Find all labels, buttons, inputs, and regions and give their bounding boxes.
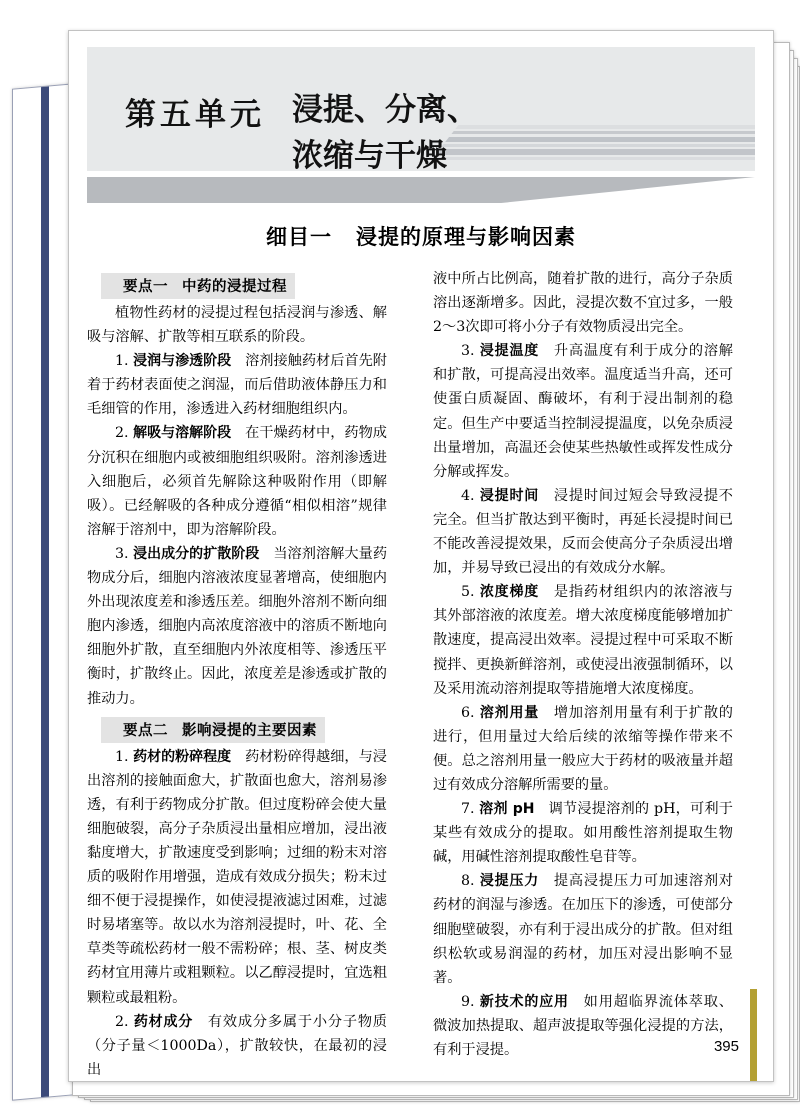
point-two-label: 要点二: [123, 722, 168, 739]
factor-8-text: 提高浸提压力可加速溶剂对药材的润湿与渗透。在加压下的渗透，可使部分细胞壁破裂，亦有利于浸出成分的扩散。但对组织松软或易润湿的药材，加压对浸出影响不显著。: [433, 873, 733, 986]
factor-4-title: 浸提时间: [479, 487, 540, 504]
factor-2-title: 药材成分: [133, 1013, 194, 1030]
factor-2-number: 2.: [115, 1013, 129, 1030]
paragraph-factor-2: [87, 1010, 387, 1082]
factor-9-number: 9.: [461, 993, 475, 1010]
point-two-title: 影响浸提的主要因素: [182, 722, 317, 739]
paragraph-factor-5: [433, 580, 733, 700]
item-2-number: 2.: [115, 425, 129, 442]
factor-6-text: 增加溶剂用量有利于扩散的进行，但用量过大给后续的浓缩等操作带来不便。总之溶剂用量一般应大于药材的吸液量并超过有效成分溶解所需要的量。: [433, 704, 733, 793]
section-title-text: 浸提的原理与影响因素: [356, 224, 576, 249]
factor-5-title: 浓度梯度: [479, 584, 540, 601]
section-label: 细目一: [266, 224, 332, 249]
section-heading: [69, 221, 773, 251]
unit-title-line-2: 浓缩与干燥: [292, 138, 447, 171]
paragraph-item-1: [87, 349, 387, 421]
book-spine-strip: [41, 86, 49, 1097]
book-page: [68, 30, 774, 1082]
page-stack-left-edge: [12, 83, 74, 1100]
item-1-title: 浸润与渗透阶段: [133, 353, 232, 370]
paragraph-item-2: [87, 421, 387, 541]
item-1-number: 1.: [115, 353, 129, 370]
paragraph-factor-9: [433, 990, 733, 1062]
item-1-text: 溶剂接触药材后首先附着于药材表面使之润湿，而后借助液体静压力和毛细管的作用，渗透进入药材细胞组织内。: [87, 353, 387, 418]
item-2-title: 解吸与溶解阶段: [133, 425, 232, 442]
page-number: 395: [713, 1038, 739, 1055]
unit-banner: [87, 47, 755, 171]
factor-3-title: 浸提温度: [479, 343, 540, 360]
unit-title-line-1: 浸提、分离、: [292, 92, 478, 128]
point-one-heading: [101, 273, 295, 299]
paragraph-factor-6: [433, 701, 733, 797]
point-one-title: 中药的浸提过程: [182, 279, 287, 295]
body-columns: [87, 267, 755, 1082]
factor-1-text: 药材粉碎得越细，与浸出溶剂的接触面愈大，扩散面也愈大，溶剂易渗透，有利于药物成分扩散。但过度粉碎会使大量细胞破裂，高分子杂质浸出量相应增加，浸出液黏度增大，扩散速度受到影响；过细的粉末对溶质的吸附作用增强，造成有效成分损失；粉末过细不便于浸提操作，如使浸提液滤过困难，过滤时易堵塞等。故以水为溶剂浸提时，叶、花、全草类等疏松药材一般不需粉碎；根、茎、树皮类药材宜用薄片或粗颗粒。以乙醇浸提时，宜选粗颗粒或最粗粉。: [87, 748, 387, 1006]
unit-title: [292, 87, 652, 171]
paragraph-factor-7: [433, 797, 733, 869]
unit-number: 第五单元: [125, 97, 265, 133]
factor-7-number: 7.: [461, 801, 475, 818]
factor-2-text: 有效成分多属于小分子物质（分子量＜1000Da），扩散较快，在最初的浸出: [87, 1013, 387, 1078]
factor-4-text: 浸提时间过短会导致浸提不完全。但当扩散达到平衡时，再延长浸提时间已不能改善浸提效果，反而会使高分子杂质浸出增加，并易导致已浸出的有效成分水解。: [433, 487, 733, 577]
factor-3-number: 3.: [461, 343, 475, 360]
paragraph-intro: 植物性药材的浸提过程包括浸润与渗透、解吸与溶解、扩散等相互联系的阶段。: [87, 305, 387, 346]
paragraph-factor-2-continued: 液中所占比例高，随着扩散的进行，高分子杂质溶出逐渐增多。因此，浸提次数不宜过多，一般2～3次即可将小分子有效物质浸出完全。: [433, 271, 733, 336]
factor-7-text: 调节浸提溶剂的 pH，可利于某些有效成分的提取。如用酸性溶剂提取生物碱，用碱性溶剂提取酸性皂苷等。: [433, 801, 733, 866]
point-one-heading-wrap: [87, 267, 387, 301]
unit-banner-underbar: [87, 177, 755, 203]
factor-7-title: 溶剂 pH: [479, 801, 535, 818]
factor-6-title: 溶剂用量: [479, 704, 540, 721]
item-3-title: 浸出成分的扩散阶段: [133, 545, 260, 562]
paragraph-factor-8: [433, 869, 733, 989]
factor-4-number: 4.: [461, 487, 475, 504]
right-column: [433, 267, 733, 1082]
item-3-text: 当溶剂溶解大量药物成分后，细胞内溶液浓度显著增高，使细胞内外出现浓度差和渗透压差。细胞外溶剂不断向细胞内渗透，细胞内高浓度溶液中的溶质不断地向细胞外扩散，直至细胞内外浓度相等、渗透压平衡时，扩散终止。因此，浓度差是渗透或扩散的推动力。: [87, 545, 388, 707]
paragraph-factor-3: [433, 339, 733, 484]
factor-6-number: 6.: [461, 704, 475, 721]
factor-5-text: 是指药材组织内的浓溶液与其外部溶液的浓度差。增大浓度梯度能够增加扩散速度，提高浸出效率。浸提过程中可采取不断搅拌、更换新鲜溶剂，或使浸出液强制循环，以及采用流动溶剂提取等措施增大浓度梯度。: [433, 584, 733, 697]
item-2-text: 在干燥药材中，药物成分沉积在细胞内或被细胞组织吸附。溶剂渗透进入细胞后，必须首先解除这种吸附作用（即解吸）。已经解吸的各种成分遵循“相似相溶”规律溶解于溶剂中，即为溶解阶段。: [87, 425, 387, 538]
factor-3-text: 升高温度有利于成分的溶解和扩散，可提高浸出效率。温度适当升高，还可使蛋白质凝固、酶破坏，有利于浸出制剂的稳定。但生产中要适当控制浸提温度，以免杂质浸出量增加，高温还会使某些热敏性或挥发性成分分解或挥发。: [433, 343, 733, 480]
point-two-heading-wrap: [87, 711, 387, 745]
factor-1-title: 药材的粉碎程度: [133, 748, 232, 765]
factor-8-number: 8.: [461, 873, 475, 890]
point-two-heading: [101, 717, 325, 743]
factor-1-number: 1.: [115, 748, 129, 765]
point-one-label: 要点一: [123, 279, 168, 295]
paragraph-factor-4: [433, 484, 733, 580]
paragraph-item-3: [87, 542, 387, 711]
factor-9-text: 如用超临界流体萃取、微波加热提取、超声波提取等强化浸提的方法，有利于浸提。: [433, 993, 733, 1058]
factor-9-title: 新技术的应用: [479, 993, 569, 1010]
left-column: [87, 267, 387, 1082]
paragraph-factor-1: [87, 745, 387, 1010]
factor-5-number: 5.: [461, 584, 475, 601]
item-3-number: 3.: [115, 545, 129, 562]
factor-8-title: 浸提压力: [479, 873, 540, 890]
